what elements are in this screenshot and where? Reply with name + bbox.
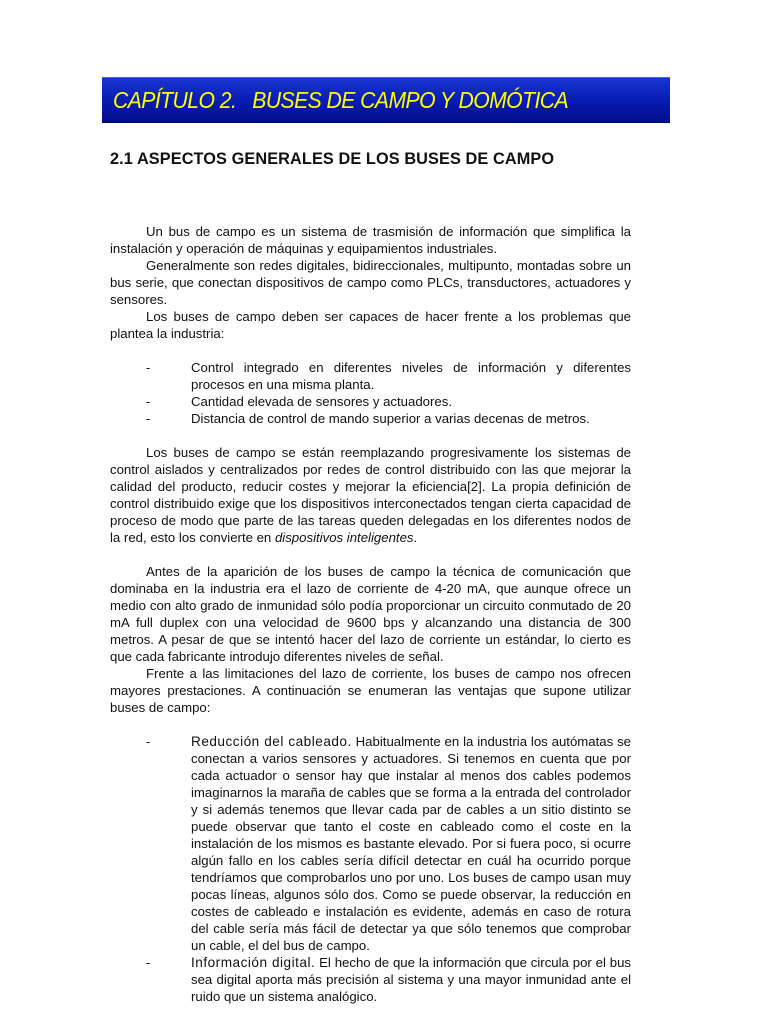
list-item: - Información digital. El hecho de que la información que circula por el bus sea digital aporta más precisión al sistema y una mayor inmunidad ante el ruido que un sistema analógico. bbox=[146, 955, 632, 1004]
list-item: - Cantidad elevada de sensores y actuadores. bbox=[146, 394, 452, 409]
paragraph-5: Antes de la aparición de los buses de campo la técnica de comunicación que dominaba en la industria era el lazo de corriente de 4-20 mA, que aunque ofrece un medio con alto grado de inmunidad sólo podía proporcionar un circuito conmutado de 20 mA full duplex con una velocidad de 9600 bps y alcanzando una distancia de 300 metros. A pesar de que se intentó hacer del lazo de corriente un estándar, lo cierto es que cada fabricante introdujo diferentes niveles de señal. bbox=[110, 564, 631, 664]
paragraph-4: Los buses de campo se están reemplazando progresivamente los sistemas de control aislados y centralizados por redes de control distribuido con las que mejorar la calidad del producto, reducir costes y mejorar la eficiencia[2]. La propia definición de control distribuido exige que los dispositivos interconectados tengan cierta capacidad de proceso de modo que parte de las tareas queden delegadas en los diferentes nodos de la red, esto los convierte en dispositivos inteligentes. bbox=[110, 445, 631, 545]
paragraph-3: Los buses de campo deben ser capaces de hacer frente a los problemas que plantea la industria: bbox=[110, 309, 631, 341]
list-item: - Distancia de control de mando superior a varias decenas de metros. bbox=[146, 411, 590, 426]
bullet-dash: - bbox=[146, 394, 151, 409]
bullet-dash: - bbox=[146, 734, 151, 749]
advantages-list bbox=[110, 733, 631, 1005]
paragraph-6: Frente a las limitaciones del lazo de corriente, los buses de campo nos ofrecen mayores prestaciones. A continuación se enumeran las ventajas que supone utilizar buses de campo: bbox=[110, 666, 631, 715]
section-heading: 2.1 ASPECTOS GENERALES DE LOS BUSES DE CAMPO bbox=[110, 150, 555, 168]
paragraph-1: Un bus de campo es un sistema de trasmisión de información que simplifica la instalación y operación de máquinas y equipamientos industriales. bbox=[110, 224, 631, 256]
bullet-dash: - bbox=[146, 955, 151, 970]
bullet-dash: - bbox=[146, 411, 151, 426]
requirements-list bbox=[110, 359, 631, 427]
bullet-dash: - bbox=[146, 360, 151, 375]
item-lead: Información digital. bbox=[191, 955, 316, 970]
chapter-banner bbox=[102, 77, 670, 123]
body-text bbox=[110, 206, 631, 1005]
paragraph-2: Generalmente son redes digitales, bidireccionales, multipunto, montadas sobre un bus serie, que conectan dispositivos de campo como PLCs, transductores, actuadores y sensores. bbox=[110, 258, 631, 307]
item-lead: Reducción del cableado. bbox=[191, 734, 352, 749]
list-item: - Control integrado en diferentes niveles de información y diferentes procesos en una misma planta. bbox=[146, 360, 631, 392]
list-item: - Reducción del cableado. Habitualmente en la industria los autómatas se conectan a varios sensores y actuadores. Si tenemos en cuenta que por cada actuador o sensor hay que instalar al menos dos cables podemos imaginarnos la maraña de cables que se forma a la entrada del controlador y si además tenemos que llevar cada par de cables a un sitio distinto se puede observar que tanto el coste en cableado como el coste en la instalación de los mismos es bastante elevado. Por si fuera poco, si ocurre algún fallo en los cables sería difícil detectar en cuál ha ocurrido porque tendríamos que comprobarlos uno por uno. Los buses de campo usan muy pocas líneas, algunos sólo dos. Como se puede observar, la reducción en costes de cableado e instalación es evidente, además en caso de rotura del cable sería más fácil de detectar ya que sólo tenemos que comprobar un cable, el del bus de campo. bbox=[146, 734, 631, 953]
italic-term: dispositivos inteligentes bbox=[274, 530, 414, 545]
chapter-title: CAPÍTULO 2. BUSES DE CAMPO Y DOMÓTICA bbox=[113, 87, 569, 113]
